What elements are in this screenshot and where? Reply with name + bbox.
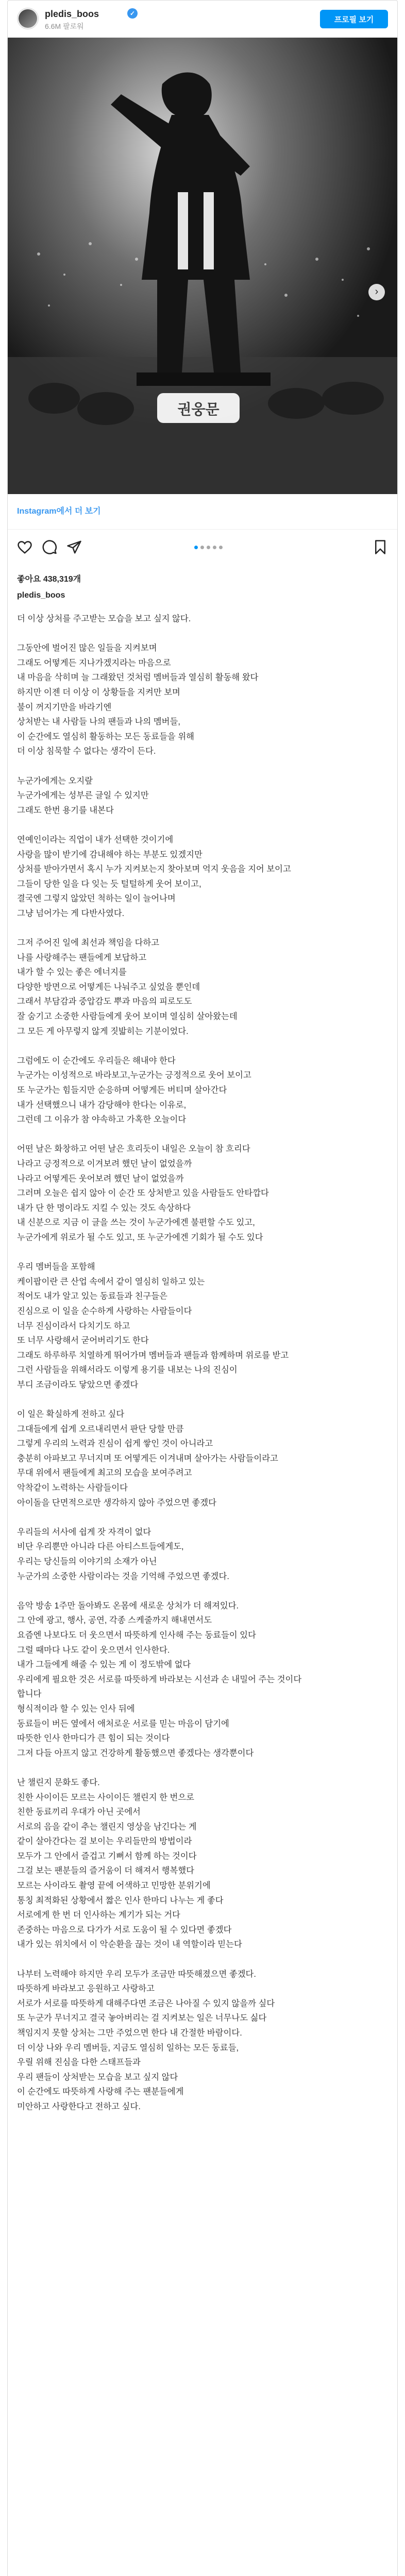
carousel-dot (213, 546, 216, 549)
instagram-more-link[interactable]: Instagram에서 더 보기 (17, 507, 101, 516)
photo-caption-text: 권웅문 (177, 401, 220, 418)
caption-username[interactable]: pledis_boos (17, 591, 65, 600)
instagram-post-embed (7, 0, 398, 2576)
post-header (8, 1, 397, 37)
verified-badge-icon: ✓ (127, 8, 138, 19)
concert-photo (8, 38, 397, 494)
carousel-dot (194, 546, 198, 549)
next-arrow-icon[interactable]: › (368, 284, 385, 300)
action-bar (8, 539, 397, 560)
like-count[interactable]: 좋아요 438,319개 (17, 575, 81, 584)
comment-icon[interactable] (42, 539, 57, 555)
carousel-dot (219, 546, 223, 549)
carousel-dot (207, 546, 210, 549)
carousel-dot (200, 546, 204, 549)
bookmark-icon[interactable] (373, 539, 388, 555)
post-caption: 더 이상 상처를 주고받는 모습을 보고 싶지 않다. 그동안에 벌어진 많은 일들을 지켜보며 그래도 어떻게든 지나가겠지라는 마음으로 내 마음을 삭히며 늘 그래왔던 것처럼 멤버들과 열심히 활동해 왔다 하지만 이젠 더 이상 이 상황들을 지켜만 보며 불이 꺼지기만을 바라기엔 상처받는 내 사람들 나의 팬들과 나의 멤버들, 이 순간에도 열심히 활동하는 모든 동료들을 위해 더 이상 침묵할 수 없다는 생각이 든다. 누군가에게는 오지랖 누군가에게는 성부른 글일 수 있지만 그래도 한번 용기를 내본다 연예인이라는 직업이 내가 선택한 것이기에 사랑을 많이 받기에 감내해야 하는 부분도 있겠지만 상처를 받아가면서 혹시 누가 지켜보는지 찾아보며 억지 웃음을 지어 보이고 그들이 당한 일을 다 잊는 듯 털털하게 웃어 보이고, 결국엔 그렇지 않았던 척하는 일이 늘어나며 그냥 넘어가는 게 다반사였다. 그저 주어진 일에 최선과 책임을 다하고 나를 사랑해주는 팬들에게 보답하고 내가 할 수 있는 좋은 에너지를 다양한 방면으로 어떻게든 나눠주고 싶었을 뿐인데 그래서 부담감과 중압감도 뿌과 마음의 피로도도 잘 숨기고 소중한 사람들에게 웃어 보이며 열심히 살아왔는데 그 모든 게 아무렇지 않게 짓밟히는 기분이었다. 그럼에도 이 순간에도 우리들은 해내야 한다 누군가는 이성적으로 바라보고,누군가는 긍정적으로 웃어 보이고 또 누군가는 힘들지만 순응하며 어떻게든 버티며 살아간다 내가 선택했으니 내가 감당해야 한다는 이유로, 그런데 그 이유가 참 야속하고 가혹한 오늘이다 어떤 날은 화창하고 어떤 날은 흐리듯이 내일은 오늘이 참 흐리다 나라고 긍정적으로 이겨보려 했던 날이 없었을까 나라고 어떻게든 웃어보려 했던 날이 없었을까 그러며 오늘은 쉽지 않아 이 순간 또 상처받고 있을 사람들도 안타깝다 내가 단 한 명이라도 지킬 수 있는 것도 속상하다 내 신분으로 지금 이 글을 쓰는 것이 누군가에겐 불편할 수도 있고, 누군가에게 위로가 될 수도 있고, 또 누군가에겐 기회가 될 수도 있다 우리 멤버들을 포함해 케이팝이란 큰 산업 속에서 같이 열심히 일하고 있는 적어도 내가 알고 있는 동료들과 친구들은 진심으로 이 일을 순수하게 사랑하는 사람들이다 너무 진심이라서 다치기도 하고 또 너무 사랑해서 굳어버리기도 한다 그래도 하루하루 치열하게 뛰어가며 멤버들과 팬들과 함께하며 위로를 받고 그런 사람들을 위해서라도 이렇게 용기를 내보는 나의 진심이 부디 조금이라도 닿았으면 좋겠다 이 일은 확실하게 전하고 싶다 그대들에게 쉽게 오르내리면서 판단 당할 만큼 그렇게 우리의 노력과 진심이 쉽게 쌓인 것이 아니라고 충분히 아파보고 무너지며 또 어떻게든 이겨내며 살아가는 사람들이라고 무대 위에서 팬들에게 최고의 모습을 보여주려고 악착같이 노력하는 사람들이다 아이돌을 단면적으로만 생각하지 않아 주었으면 좋겠다 우리들의 서사에 쉽게 잣 자격이 없다 비단 우리뿐만 아니라 다른 아티스트들에게도, 우리는 당신들의 이야기의 소재가 아닌 누군가의 소중한 사람이라는 것을 기억해 주었으면 좋겠다. 음악 방송 1주만 돌아봐도 온몸에 새로운 상처가 더 해져있다. 그 안에 광고, 행사, 공연, 각종 스케줄까지 해내면서도 요즘엔 나보다도 더 웃으면서 따뜻하게 인사해 주는 동료들이 있다 그럴 때마다 나도 같이 웃으면서 인사한다. 내가 그들에게 해줄 수 있는 게 이 정도밖에 없다 우리에게 필요한 것은 서로를 따뜻하게 바라보는 시선과 손 내밀어 주는 것이다 합니다 형식적이라 할 수 있는 인사 뒤에 동료들이 버든 옆에서 애처로운 서로를 믿는 마음이 담기에 따뜻한 인사 한마디가 큰 힘이 되는 것이다 그저 다들 아프지 않고 건강하게 활동했으면 좋겠다는 생각뿐이다 난 챌린지 문화도 좋다. 친한 사이이든 모르는 사이이든 챌린지 한 번으로 친한 동료끼리 우대가 아닌 곳에서 서로의 음을 같이 추는 챌린지 영상을 남긴다는 게 같이 살아간다는 걸 보이는 우리들만의 방법이라 모두가 그 안에서 즐겁고 기뻐서 함께 하는 것이다 그걸 보는 팬분들의 즐거움이 더 해져서 행복했다 모르는 사이라도 촬영 끝에 어색하고 민망한 분위기에 통칭 최적화된 상황에서 짧은 인사 한마디 나누는 게 좋다 서로에게 한 번 더 인사하는 계기가 되는 거다 존중하는 마음으로 다가가 서로 도움이 될 수 있다면 좋겠다 내가 있는 위치에서 이 악순환을 끊는 것이 내 역할이라 믿는다 나부터 노력해야 하지만 우리 모두가 조금만 따뜻해졌으면 좋겠다. 따뜻하게 바라보고 응원하고 사랑하고 서로가 서로를 따뜻하게 대해주다면 조금은 나아질 수 있지 않을까 싶다 또 누군가 무너지고 결국 놓아버리는 걸 지켜보는 일은 너무나도 싫다 책임지지 못할 상처는 그만 주었으면 한다 내 간절한 바람이다. 더 이상 나와 우리 멤버들, 지금도 열심히 일하는 모든 동료들, 우릴 위해 진심을 다한 스태프들과 우리 팬들이 상처받는 모습을 보고 싶지 않다 이 순간에도 따뜻하게 사랑해 주는 팬분들에게 미안하고 사랑한다고 전하고 싶다. (17, 614, 302, 2111)
divider (8, 529, 397, 530)
avatar[interactable] (17, 8, 39, 29)
view-profile-button[interactable]: 프로필 보기 (320, 10, 388, 28)
post-username[interactable]: pledis_boos (45, 9, 99, 19)
post-photo[interactable] (8, 38, 397, 494)
carousel-indicator (194, 546, 223, 549)
follower-count: 6.6M 팔로워 (45, 22, 84, 30)
avatar-image (19, 9, 37, 28)
heart-icon[interactable] (17, 539, 32, 555)
share-icon[interactable] (66, 539, 82, 555)
